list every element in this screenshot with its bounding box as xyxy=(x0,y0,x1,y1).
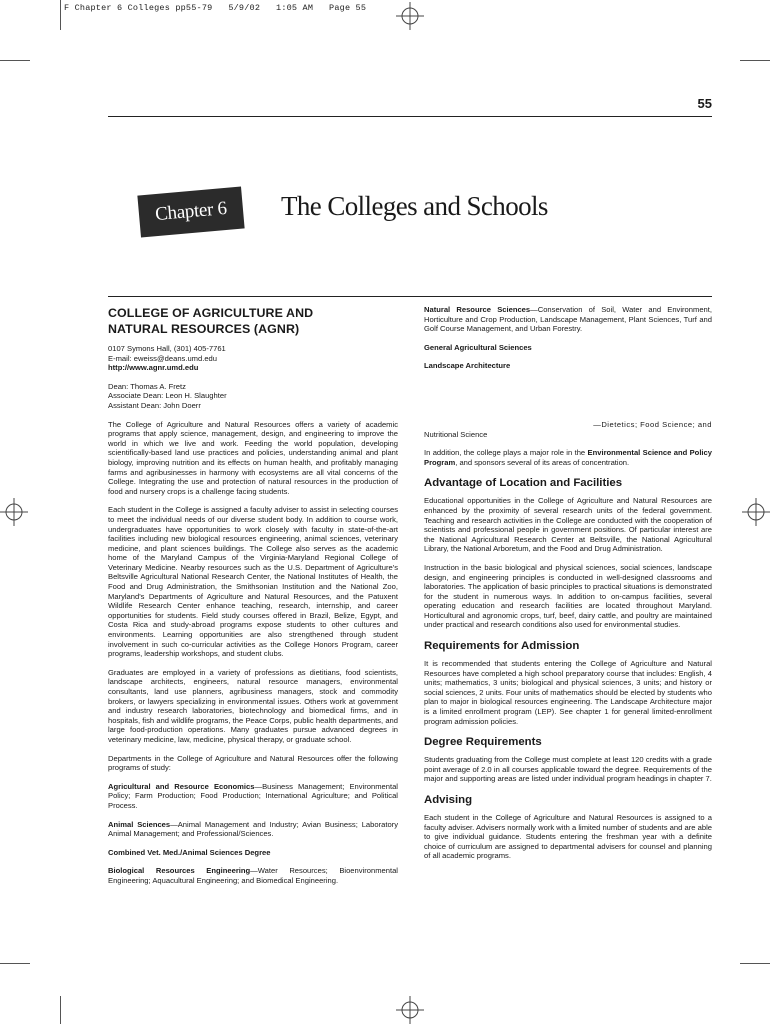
program-name: Biological Resources Engineering xyxy=(108,866,251,876)
program-name: Combined Vet. Med./Animal Sciences Degree xyxy=(108,847,271,857)
program-name: Natural Resource Sciences xyxy=(424,305,531,314)
paragraph: Departments in the College of Agriculture and Natural Resources offer the following programs of study: xyxy=(108,753,398,773)
program-name: General Agricultural Sciences xyxy=(424,342,532,352)
program-name: Animal Sciences xyxy=(108,819,171,829)
paragraph: Each student in the College is assigned a faculty adviser to assist in selecting courses to meet the individual needs of our diverse student body. In addition to course work, undergraduates have opportunities to work closely with faculty in state-of-the-art facilities including new biological resources engineering, animal sciences, veterinary medicine, and plant sciences buildings. The College also serves as the academic home of the Maryland Campus of the Virginia-Maryland Regional College of Veterinary Medicine. Nearby resources such as the U.S. Department of Agriculture's Beltsville Agricultural National Research Center, the National Institutes of Health, the Food and Drug Administration, the Smithsonian Institution and the National Zoo, Maryland's Departments of Agriculture and Natural Resources, and the Patuxent Wildlife Research Center enhance teaching, research, internship, and career opportunities for students. Field study courses offered in Brazil, Belize, Egypt, and Costa Rica and study-abroad programs expose students to other cultures and environments. Learning opportunities are also strengthened through student involvement in such co-curricular activities as the College Honors Program, career programs, leadership workshops, and student clubs. xyxy=(108,505,398,659)
college-heading-line: COLLEGE OF AGRICULTURE AND xyxy=(108,306,314,320)
program-description: —Water Resources; Bioenvironmental Engineering; Aquacultural Engineering; and Biomedical Engineering. xyxy=(108,866,398,885)
header-rule xyxy=(108,116,712,117)
crop-mark xyxy=(740,963,770,964)
college-heading xyxy=(108,305,398,337)
page-number: 55 xyxy=(697,96,712,111)
college-heading-line: NATURAL RESOURCES (AGNR) xyxy=(108,322,300,336)
paragraph: Students graduating from the College must complete at least 120 credits with a grade point average of 2.0 in all courses applicable toward the degree. Requirements of the major and supporting areas are listed under individual program headings in chapter 7. xyxy=(424,755,712,784)
paragraph: Instruction in the basic biological and physical sciences, social sciences, landscape design, and engineering principles is conducted in well-designed classrooms and laboratories. The application of basic principles to practical situations is demonstrated for the student in numerous ways. In addition to on-campus facilities, several operating education and research facilities are located throughout Maryland. Horticultural and agronomic crops, turf, beef, dairy cattle, and poultry are maintained under practical and research conditions also used for environmental studies. xyxy=(424,562,712,630)
website-link[interactable]: http://www.agnr.umd.edu xyxy=(108,363,199,373)
registration-mark-icon xyxy=(396,2,424,30)
associate-dean: Associate Dean: Leon H. Slaughter xyxy=(108,391,227,401)
registration-mark-icon xyxy=(0,498,28,526)
address: 0107 Symons Hall, (301) 405-7761 xyxy=(108,344,226,353)
chapter-label: Chapter 6 xyxy=(154,197,228,226)
text-span: , and sponsors several of its areas of concentration. xyxy=(455,457,630,467)
program-description: —Business Management; Environmental Policy; Farm Production; Food Production; International Agriculture; and Political Process. xyxy=(108,781,398,810)
paragraph: The College of Agriculture and Natural Resources offers a variety of academic programs that apply science, management, design, and engineering to improve the world in which we live and work. Feeding the world population, developing scientifically-based land use practices and policies, understanding animal and plant biology, improving nutrition and its effects on human health, and profitably managing farms and agribusinesses in harmony with ecosystems are all vital concerns of the College. Integrating the use and protection of natural resources in the production of food and nursery crops is a challenge facing students. xyxy=(108,419,398,496)
section-rule xyxy=(108,296,712,297)
right-column xyxy=(424,305,712,870)
program-description: —Conservation of Soil, Water and Environment, Horticulture and Crop Production, Landscape Management, Plant Sciences, Turf and Golf Course Management, and Urban Forestry. xyxy=(424,305,712,334)
section-heading: Requirements for Admission xyxy=(424,640,580,653)
crop-mark xyxy=(0,60,30,61)
crop-mark xyxy=(740,60,770,61)
crop-mark xyxy=(60,0,61,30)
left-column xyxy=(108,305,398,895)
program-name: Agricultural and Resource Economics xyxy=(108,781,255,791)
program-entry xyxy=(108,782,398,811)
registration-mark-icon xyxy=(742,498,770,526)
paragraph: Graduates are employed in a variety of professions as dietitians, food scientists, landscape architects, engineers, natural resource managers, environmental consultants, land use planners, agribusiness managers, stock and commodity brokers, or lawyers specializing in environmental issues. Others work at government and industry research laboratories, biotechnology and biomedical firms, and in hospitals, fish and wildlife programs, the Peace Corps, public health departments, and large food-production operations. Many graduates pursue advanced degrees in veterinary medicine, law, medicine, physical therapy, or graduate school. xyxy=(108,667,398,744)
assistant-dean: Assistant Dean: John Doerr xyxy=(108,400,201,410)
program-description: Nutritional Science xyxy=(424,429,488,439)
registration-mark-icon xyxy=(396,996,424,1024)
program-description: —Dietetics; Food Science; and xyxy=(593,419,712,429)
paragraph xyxy=(424,448,712,467)
paragraph: Each student in the College of Agriculture and Natural Resources is assigned to a faculty adviser. Advisers normally work with a limited number of students and are able to give individual guidance. Students entering the freshman year with a definite choice of curriculum are assigned to departmental advisers for counsel and planning of all academic programs. xyxy=(424,813,712,861)
section-heading: Degree Requirements xyxy=(424,736,542,749)
program-entry xyxy=(108,866,398,885)
blank-space xyxy=(424,380,712,420)
dean: Dean: Thomas A. Fretz xyxy=(108,381,186,391)
program-name: Landscape Architecture xyxy=(424,361,511,371)
print-slug: F Chapter 6 Colleges pp55-79 5/9/02 1:05 AM Page 55 xyxy=(64,3,367,13)
program-entry xyxy=(108,820,398,839)
email[interactable]: E-mail: eweiss@deans.umd.edu xyxy=(108,353,218,363)
program-entry xyxy=(424,305,712,334)
crop-mark xyxy=(60,996,61,1024)
paragraph: It is recommended that students entering the College of Agriculture and Natural Resources have completed a high school preparatory course that includes: English, 4 units; mathematics, 3 units; biological and physical sciences, 3 units; and history or social sciences, 2 units. Four units of mathematics should be elected by students who plan to major in biological resources engineering. The Landscape Architecture major is a limited enrollment program (LEP). See chapter 1 for general limited-enrollment program admission policies. xyxy=(424,659,712,726)
section-heading: Advantage of Location and Facilities xyxy=(424,477,623,490)
program-name: Environmental Science and Policy Program xyxy=(424,448,712,467)
paragraph: Educational opportunities in the College of Agriculture and Natural Resources are enhanced by the proximity of several research units of the federal government. Teaching and research activities in the College are conducted with the cooperation of scientists and professional people in government positions. Of particular interest are the National Agricultural Research Center at Beltsville, the National Agricultural Library, the National Arboretum, and the Food and Drug Administration. xyxy=(424,496,712,554)
chapter-title: The Colleges and Schools xyxy=(281,191,548,221)
contact-info xyxy=(108,344,398,373)
program-description: —Animal Management and Industry; Avian Business; Laboratory Animal Management; and Professional/Sciences. xyxy=(108,819,399,839)
chapter-tab xyxy=(137,187,244,238)
text-span: In addition, the college plays a major role in the xyxy=(424,448,588,458)
section-heading: Advising xyxy=(424,794,473,806)
crop-mark xyxy=(0,963,30,964)
deans-list xyxy=(108,382,398,411)
